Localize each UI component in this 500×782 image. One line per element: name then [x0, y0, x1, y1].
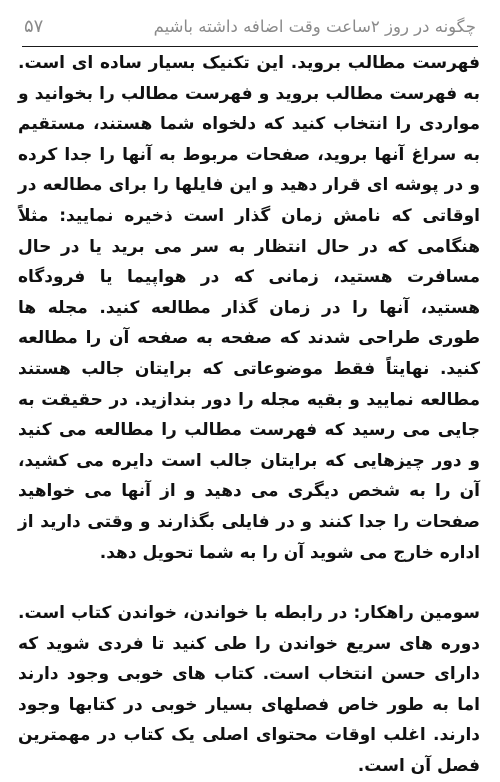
page-body	[18, 48, 480, 782]
page-number: ۵۷	[24, 15, 44, 37]
body-paragraph-1: فهرست مطالب بروید. این تکنیک بسیار ساده ای است. به فهرست مطالب بروید و فهرست مطالب را بخوانید و مواردی را انتخاب کنید که دلخواه شما هستند، مستقیم به سراغ آنها بروید، صفحات مربوط به آنها را جدا کرده و در پوشه ای قرار دهید و این فایلها را برای مطالعه در اوقاتی که نامش زمان گذار است ذخیره نمایید: مثلاً هنگامی که در حال انتظار به سر می برید یا در حال مسافرت هستید، زمانی که در هواپیما یا فرودگاه هستید، آنها را در زمان گذار مطالعه کنید. مجله ها طوری طراحی شدند که صفحه به صفحه آن را مطالعه کنید. نهایتاً فقط موضوعاتی که برایتان جالب هستند مطالعه نمایید و بقیه مجله را دور بندازید. در حقیقت به جایی می رسید که فهرست مطالب را مطالعه می کنید و دور چیزهایی که برایتان جالب است دایره می کشید، آن را به شخص دیگری می دهید و از آنها می خواهید صفحات را جدا کنند و در فایلی بگذارند و وقتی دارید از اداره خارج می شوید آن را به شما تحویل دهد.	[18, 53, 480, 563]
header-divider	[22, 46, 478, 47]
body-paragraph-2: سومین راهکار: در رابطه با خواندن، خواندن کتاب است. دوره های سریع خواندن را طی کنید تا فردی شوید که دارای حسن انتخاب است. کتاب های خوبی وجود دارند اما به طور خاص فصلهای بسیار خوبی در کتابها وجود دارند. اغلب اوقات محتوای اصلی یک کتاب در مهمترین فصل آن است.	[18, 603, 480, 777]
page-header	[24, 8, 476, 44]
book-title: چگونه در روز ۲ساعت وقت اضافه داشته باشیم	[153, 16, 476, 36]
